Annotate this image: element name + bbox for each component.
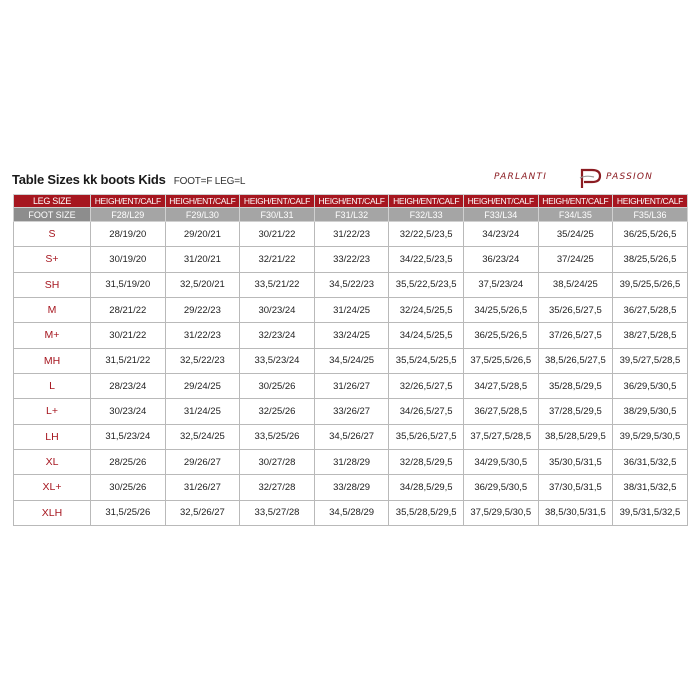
size-value-cell: 32/24,5/25,5 (389, 297, 464, 322)
size-value-cell: 38/25,5/26,5 (613, 247, 688, 272)
size-value-cell: 36/25,5/26,5 (463, 323, 538, 348)
leg-size-label: XL+ (14, 475, 91, 500)
size-value-cell: 32,5/22/23 (165, 348, 240, 373)
size-value-cell: 34/25,5/26,5 (463, 297, 538, 322)
size-value-cell: 28/25/26 (91, 449, 166, 474)
size-value-cell: 31,5/23/24 (91, 424, 166, 449)
size-value-cell: 34/23/24 (463, 222, 538, 247)
logo-text-left: PARLANTI (494, 172, 548, 182)
header-row-measures (14, 195, 688, 208)
measure-header: HEIGH/ENT/CALF (314, 195, 389, 208)
leg-size-label: M+ (14, 323, 91, 348)
size-value-cell: 33/28/29 (314, 475, 389, 500)
size-value-cell: 38,5/24/25 (538, 272, 613, 297)
size-value-cell: 36/29,5/30,5 (463, 475, 538, 500)
size-value-cell: 36/23/24 (463, 247, 538, 272)
size-value-cell: 29/22/23 (165, 297, 240, 322)
leg-size-label: SH (14, 272, 91, 297)
size-value-cell: 28/19/20 (91, 222, 166, 247)
size-value-cell: 37,5/23/24 (463, 272, 538, 297)
size-value-cell: 34,5/22/23 (314, 272, 389, 297)
size-value-cell: 34,5/28/29 (314, 500, 389, 525)
table-row (14, 475, 688, 500)
size-value-cell: 32/26,5/27,5 (389, 373, 464, 398)
size-value-cell: 37,5/25,5/26,5 (463, 348, 538, 373)
size-value-cell: 31,5/19/20 (91, 272, 166, 297)
size-value-cell: 39,5/25,5/26,5 (613, 272, 688, 297)
size-value-cell: 33,5/27/28 (240, 500, 315, 525)
size-value-cell: 37/24/25 (538, 247, 613, 272)
size-value-cell: 34/29,5/30,5 (463, 449, 538, 474)
size-value-cell: 32,5/26/27 (165, 500, 240, 525)
size-value-cell: 31/24/25 (314, 297, 389, 322)
size-value-cell: 30/25/26 (91, 475, 166, 500)
foot-size-cell: F33/L34 (463, 208, 538, 222)
table-row (14, 222, 688, 247)
measure-header: HEIGH/ENT/CALF (538, 195, 613, 208)
size-value-cell: 31/22/23 (165, 323, 240, 348)
size-value-cell: 33,5/21/22 (240, 272, 315, 297)
size-value-cell: 30/21/22 (91, 323, 166, 348)
leg-size-label: M (14, 297, 91, 322)
leg-size-label: L+ (14, 399, 91, 424)
measure-header: HEIGH/ENT/CALF (613, 195, 688, 208)
foot-size-cell: F32/L33 (389, 208, 464, 222)
header-row-foot-sizes (14, 208, 688, 222)
size-value-cell: 32/21/22 (240, 247, 315, 272)
size-value-cell: 31/26/27 (165, 475, 240, 500)
size-value-cell: 32/22,5/23,5 (389, 222, 464, 247)
foot-size-cell: F28/L29 (91, 208, 166, 222)
table-row (14, 449, 688, 474)
size-value-cell: 36/29,5/30,5 (613, 373, 688, 398)
measure-header: HEIGH/ENT/CALF (463, 195, 538, 208)
foot-size-cell: F35/L36 (613, 208, 688, 222)
size-value-cell: 34/27,5/28,5 (463, 373, 538, 398)
size-value-cell: 39,5/27,5/28,5 (613, 348, 688, 373)
size-value-cell: 35/26,5/27,5 (538, 297, 613, 322)
size-value-cell: 36/31,5/32,5 (613, 449, 688, 474)
leg-size-label: MH (14, 348, 91, 373)
size-value-cell: 37/30,5/31,5 (538, 475, 613, 500)
size-value-cell: 33,5/23/24 (240, 348, 315, 373)
size-value-cell: 34/24,5/25,5 (389, 323, 464, 348)
leg-size-header: LEG SIZE (14, 195, 91, 208)
foot-size-cell: F34/L35 (538, 208, 613, 222)
size-value-cell: 30/19/20 (91, 247, 166, 272)
brand-logo (494, 166, 684, 190)
leg-size-label: XL (14, 449, 91, 474)
table-row (14, 272, 688, 297)
size-value-cell: 38/29,5/30,5 (613, 399, 688, 424)
size-value-cell: 31/22/23 (314, 222, 389, 247)
foot-size-cell: F29/L30 (165, 208, 240, 222)
size-value-cell: 37,5/27,5/28,5 (463, 424, 538, 449)
size-value-cell: 35,5/22,5/23,5 (389, 272, 464, 297)
measure-header: HEIGH/ENT/CALF (389, 195, 464, 208)
size-value-cell: 36/27,5/28,5 (613, 297, 688, 322)
size-value-cell: 37/28,5/29,5 (538, 399, 613, 424)
logo-p-mark-icon (578, 166, 604, 190)
size-value-cell: 33,5/25/26 (240, 424, 315, 449)
size-value-cell: 33/22/23 (314, 247, 389, 272)
size-value-cell: 32/25/26 (240, 399, 315, 424)
leg-size-label: S+ (14, 247, 91, 272)
size-value-cell: 28/23/24 (91, 373, 166, 398)
size-value-cell: 37,5/29,5/30,5 (463, 500, 538, 525)
table-row (14, 348, 688, 373)
foot-size-cell: F30/L31 (240, 208, 315, 222)
size-value-cell: 35,5/24,5/25,5 (389, 348, 464, 373)
page-title: Table Sizes kk boots Kids (12, 172, 166, 187)
size-value-cell: 34/28,5/29,5 (389, 475, 464, 500)
leg-size-label: XLH (14, 500, 91, 525)
size-value-cell: 32,5/24/25 (165, 424, 240, 449)
size-value-cell: 33/26/27 (314, 399, 389, 424)
leg-size-label: L (14, 373, 91, 398)
size-value-cell: 34/26,5/27,5 (389, 399, 464, 424)
size-value-cell: 38,5/28,5/29,5 (538, 424, 613, 449)
size-value-cell: 31/20/21 (165, 247, 240, 272)
size-value-cell: 38/27,5/28,5 (613, 323, 688, 348)
size-value-cell: 33/24/25 (314, 323, 389, 348)
size-value-cell: 39,5/29,5/30,5 (613, 424, 688, 449)
size-value-cell: 34,5/26/27 (314, 424, 389, 449)
size-value-cell: 36/27,5/28,5 (463, 399, 538, 424)
measure-header: HEIGH/ENT/CALF (91, 195, 166, 208)
size-value-cell: 38,5/30,5/31,5 (538, 500, 613, 525)
size-value-cell: 34,5/24/25 (314, 348, 389, 373)
table-row (14, 297, 688, 322)
size-value-cell: 28/21/22 (91, 297, 166, 322)
size-value-cell: 32/23/24 (240, 323, 315, 348)
table-row (14, 373, 688, 398)
size-value-cell: 35/28,5/29,5 (538, 373, 613, 398)
size-value-cell: 29/20/21 (165, 222, 240, 247)
table-row (14, 323, 688, 348)
size-value-cell: 30/23/24 (240, 297, 315, 322)
size-value-cell: 35/30,5/31,5 (538, 449, 613, 474)
foot-size-header: FOOT SIZE (14, 208, 91, 222)
table-row (14, 500, 688, 525)
table-row (14, 424, 688, 449)
size-value-cell: 29/26/27 (165, 449, 240, 474)
leg-size-label: LH (14, 424, 91, 449)
size-value-cell: 38/31,5/32,5 (613, 475, 688, 500)
size-value-cell: 35,5/28,5/29,5 (389, 500, 464, 525)
leg-size-label: S (14, 222, 91, 247)
size-value-cell: 32/27/28 (240, 475, 315, 500)
size-value-cell: 31,5/25/26 (91, 500, 166, 525)
size-table (13, 194, 688, 526)
size-value-cell: 30/21/22 (240, 222, 315, 247)
title-row (12, 172, 245, 192)
measure-header: HEIGH/ENT/CALF (240, 195, 315, 208)
size-value-cell: 30/23/24 (91, 399, 166, 424)
size-value-cell: 31/26/27 (314, 373, 389, 398)
size-value-cell: 34/22,5/23,5 (389, 247, 464, 272)
size-value-cell: 32,5/20/21 (165, 272, 240, 297)
size-value-cell: 31/28/29 (314, 449, 389, 474)
size-value-cell: 30/27/28 (240, 449, 315, 474)
table-row (14, 399, 688, 424)
size-value-cell: 37/26,5/27,5 (538, 323, 613, 348)
size-value-cell: 31,5/21/22 (91, 348, 166, 373)
measure-header: HEIGH/ENT/CALF (165, 195, 240, 208)
size-value-cell: 36/25,5/26,5 (613, 222, 688, 247)
logo-text-right: PASSION (606, 172, 654, 182)
table-row (14, 247, 688, 272)
legend-note: FOOT=F LEG=L (173, 176, 246, 187)
size-value-cell: 35/24/25 (538, 222, 613, 247)
foot-size-cell: F31/L32 (314, 208, 389, 222)
size-value-cell: 39,5/31,5/32,5 (613, 500, 688, 525)
size-value-cell: 35,5/26,5/27,5 (389, 424, 464, 449)
size-value-cell: 31/24/25 (165, 399, 240, 424)
size-value-cell: 32/28,5/29,5 (389, 449, 464, 474)
size-value-cell: 29/24/25 (165, 373, 240, 398)
size-value-cell: 30/25/26 (240, 373, 315, 398)
size-value-cell: 38,5/26,5/27,5 (538, 348, 613, 373)
